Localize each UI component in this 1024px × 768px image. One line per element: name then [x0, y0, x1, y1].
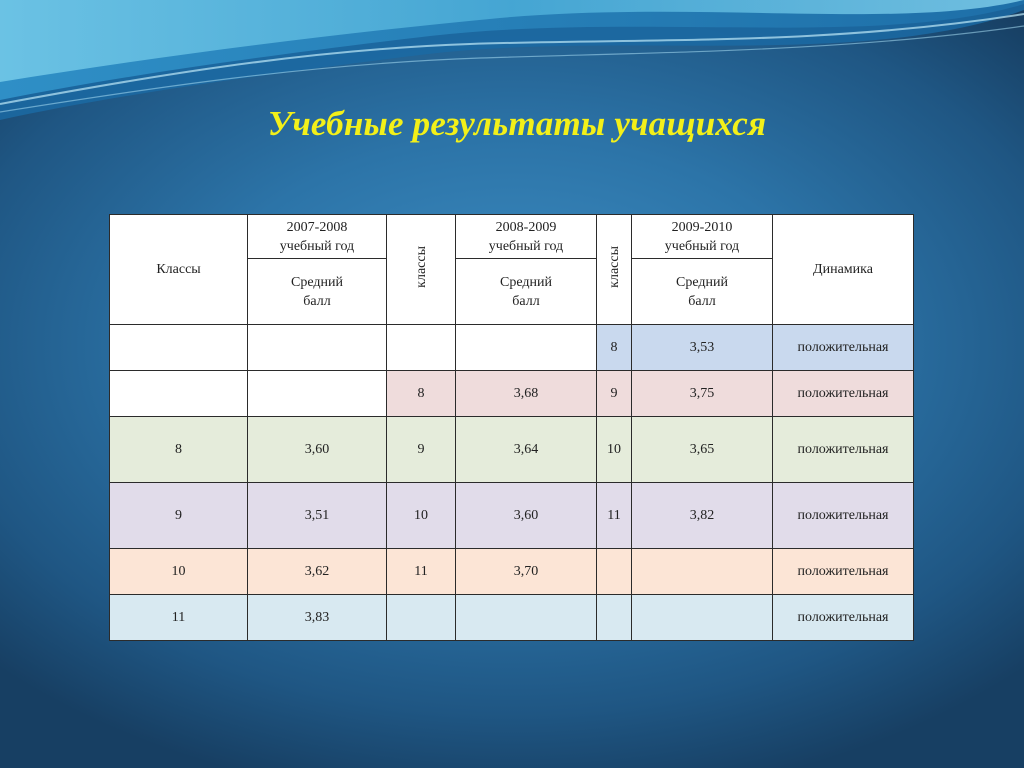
table-cell: 9 — [597, 371, 632, 417]
header-year-2009: 2009-2010 учебный год — [632, 215, 773, 259]
table-cell — [456, 325, 597, 371]
table-cell: 3,82 — [632, 483, 773, 549]
table-row — [110, 549, 914, 595]
table-cell: 8 — [387, 371, 456, 417]
classes-vertical-label: классы — [413, 245, 429, 288]
table-cell: положительная — [773, 595, 914, 641]
table-cell: 3,70 — [456, 549, 597, 595]
header-year-2008: 2008-2009 учебный год — [456, 215, 597, 259]
table-cell: 3,64 — [456, 417, 597, 483]
table-cell: положительная — [773, 325, 914, 371]
table-row — [110, 325, 914, 371]
table-row — [110, 417, 914, 483]
table-cell: 3,60 — [456, 483, 597, 549]
header-avg: Средний балл — [248, 259, 387, 325]
table-cell — [248, 325, 387, 371]
table-cell: 3,68 — [456, 371, 597, 417]
slide-title: Учебные результаты учащихся — [267, 104, 767, 143]
header-row — [110, 215, 914, 259]
table-cell: 11 — [110, 595, 248, 641]
table-cell — [110, 371, 248, 417]
header-avg: Средний балл — [456, 259, 597, 325]
table-cell: положительная — [773, 417, 914, 483]
table-cell: положительная — [773, 549, 914, 595]
table-cell — [632, 595, 773, 641]
table-cell: положительная — [773, 371, 914, 417]
table-cell: 9 — [387, 417, 456, 483]
table-cell: 10 — [110, 549, 248, 595]
table-cell: 3,53 — [632, 325, 773, 371]
table-cell: 10 — [387, 483, 456, 549]
table-cell — [110, 325, 248, 371]
table-cell: 3,60 — [248, 417, 387, 483]
table-cell: 10 — [597, 417, 632, 483]
header-classes-vertical — [597, 215, 632, 325]
table-cell — [387, 325, 456, 371]
table-cell: 3,83 — [248, 595, 387, 641]
table-cell: 8 — [110, 417, 248, 483]
table-row — [110, 595, 914, 641]
header-classes-vertical — [387, 215, 456, 325]
header-classes: Классы — [110, 215, 248, 325]
table-cell — [597, 549, 632, 595]
results-table — [109, 214, 914, 641]
table-cell — [456, 595, 597, 641]
table-cell: 3,51 — [248, 483, 387, 549]
table-cell — [632, 549, 773, 595]
table-row — [110, 483, 914, 549]
table-cell: 3,62 — [248, 549, 387, 595]
table-cell: 9 — [110, 483, 248, 549]
table-cell: 3,65 — [632, 417, 773, 483]
table-cell: 8 — [597, 325, 632, 371]
header-year-2007: 2007-2008 учебный год — [248, 215, 387, 259]
table-cell: 11 — [597, 483, 632, 549]
table-cell — [248, 371, 387, 417]
table-row — [110, 371, 914, 417]
table-cell — [597, 595, 632, 641]
classes-vertical-label: классы — [606, 245, 622, 288]
table-cell — [387, 595, 456, 641]
header-avg: Средний балл — [632, 259, 773, 325]
table-cell: 11 — [387, 549, 456, 595]
table-cell: 3,75 — [632, 371, 773, 417]
table-cell: положительная — [773, 483, 914, 549]
header-dynamics: Динамика — [773, 215, 914, 325]
